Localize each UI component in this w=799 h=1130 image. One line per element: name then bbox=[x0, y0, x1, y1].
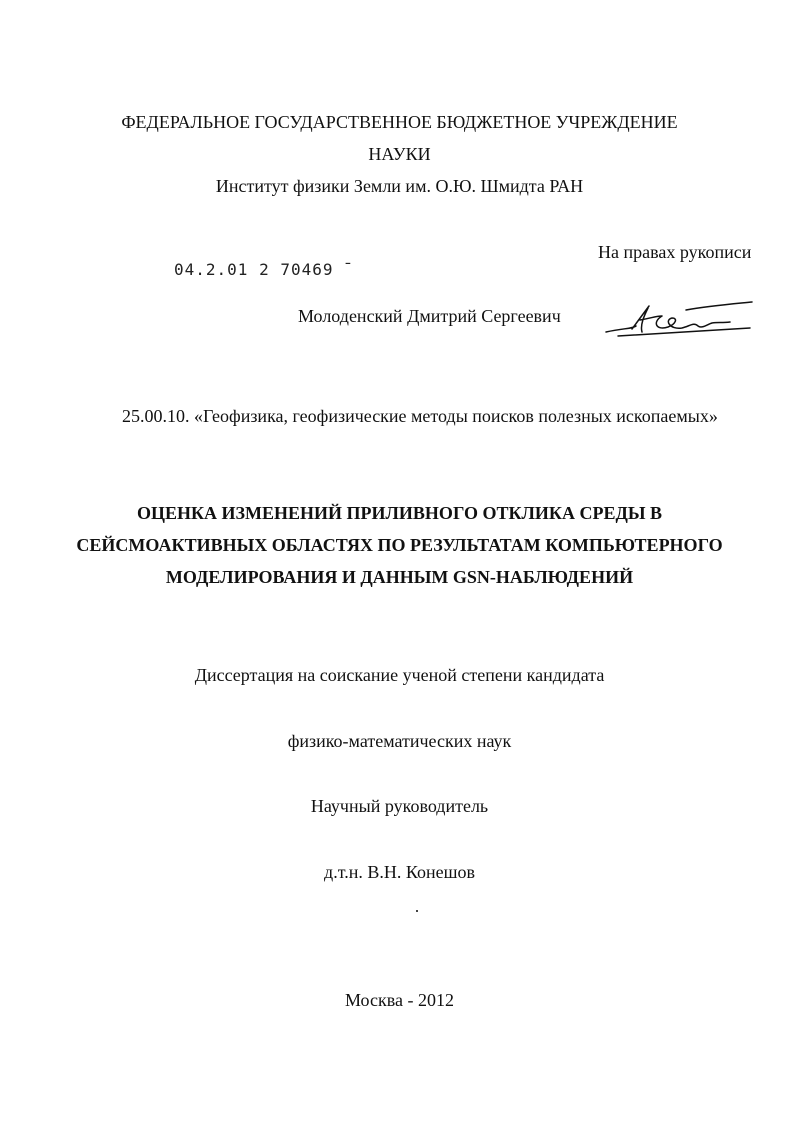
dissertation-title-line-3: МОДЕЛИРОВАНИЯ И ДАННЫМ GSN-НАБЛЮДЕНИЙ bbox=[165, 567, 634, 587]
archive-stamp-code: 04.2.01 2 70469 ̄ bbox=[174, 260, 345, 279]
supervisor-name: д.т.н. В.Н. Конешов bbox=[324, 862, 475, 882]
degree-sought-line-1: Диссертация на соискание ученой степени кандидата bbox=[194, 665, 605, 685]
city-year: Москва - 2012 bbox=[345, 990, 454, 1010]
dissertation-title-line-1: ОЦЕНКА ИЗМЕНЕНИЙ ПРИЛИВНОГО ОТКЛИКА СРЕДЫ В bbox=[136, 503, 663, 523]
degree-sought-line-2: физико-математических наук bbox=[287, 731, 512, 751]
organization-line-1: ФЕДЕРАЛЬНОЕ ГОСУДАРСТВЕННОЕ БЮДЖЕТНОЕ УЧРЕЖДЕНИЕ bbox=[121, 112, 678, 132]
specialty-code: 25.00.10. «Геофизика, геофизические методы поисков полезных ископаемых» bbox=[122, 406, 718, 426]
supervisor-label: Научный руководитель bbox=[310, 796, 489, 816]
rights-note: На правах рукописи bbox=[598, 242, 752, 262]
institute-name: Институт физики Земли им. О.Ю. Шмидта РАН bbox=[215, 176, 584, 196]
author-signature bbox=[604, 298, 754, 340]
author-name: Молоденский Дмитрий Сергеевич bbox=[298, 306, 561, 326]
stray-mark bbox=[416, 910, 418, 912]
dissertation-title-line-2: СЕЙСМОАКТИВНЫХ ОБЛАСТЯХ ПО РЕЗУЛЬТАТАМ КОМПЬЮТЕРНОГО bbox=[76, 535, 723, 555]
organization-line-2: НАУКИ bbox=[368, 144, 431, 164]
